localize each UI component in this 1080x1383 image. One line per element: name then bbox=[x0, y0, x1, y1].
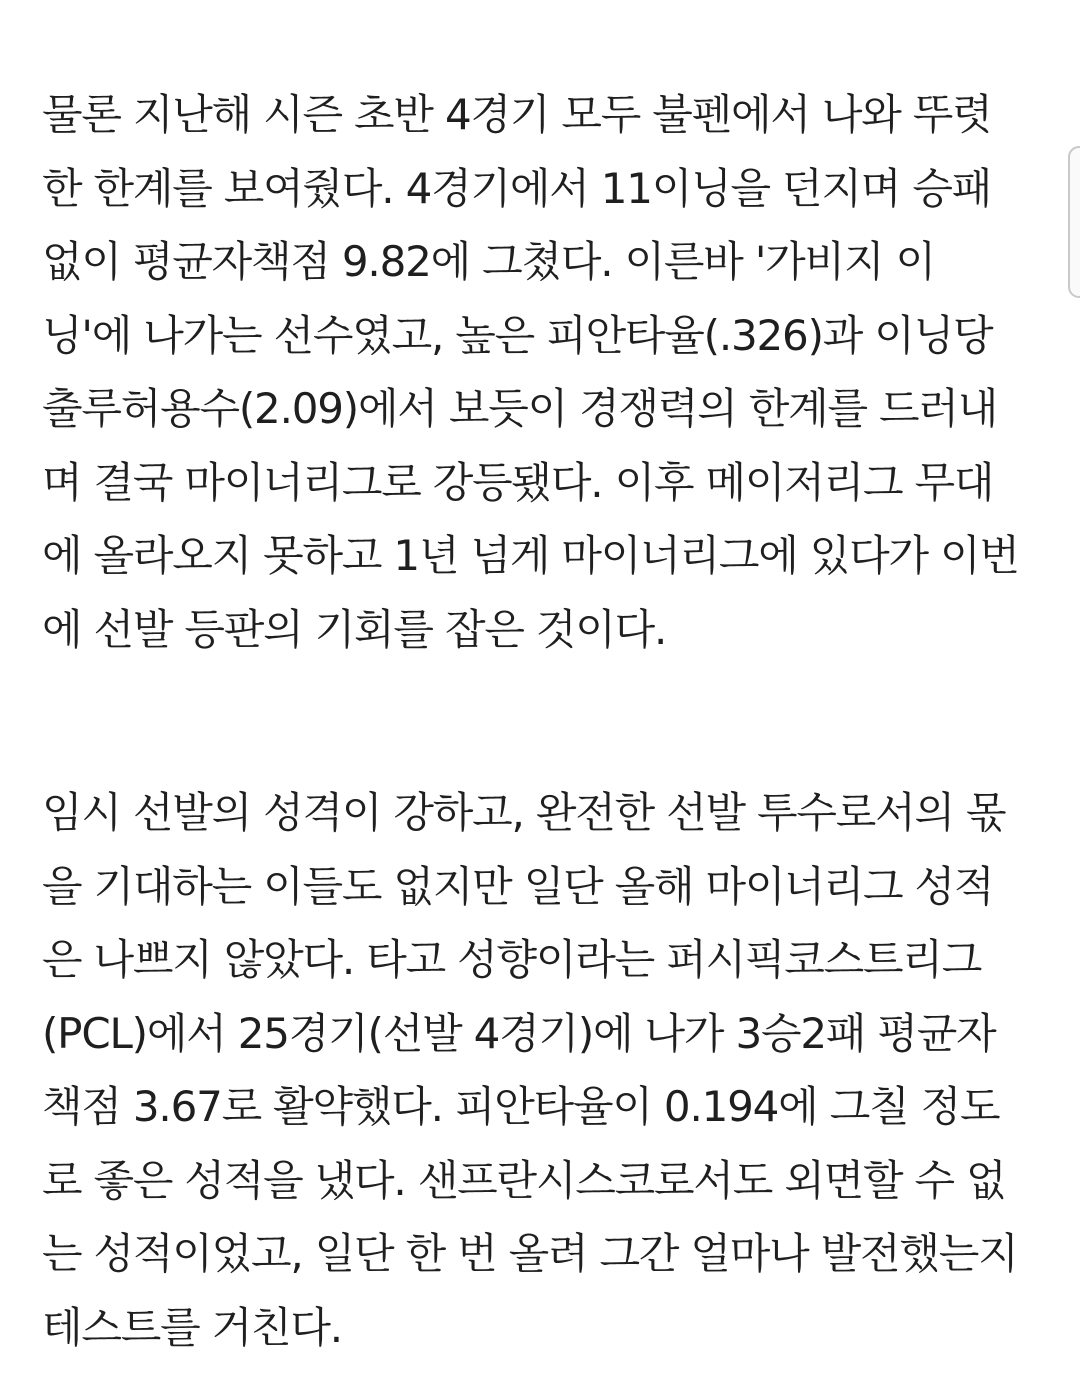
text-line: 는 성적이었고, 일단 한 번 올려 그간 얼마나 발전했는지 bbox=[42, 1229, 1018, 1278]
text-line: 며 결국 마이너리그로 강등됐다. 이후 메이저리그 무대 bbox=[42, 457, 994, 507]
text-line: 에 올라오지 못하고 1년 넘게 마이너리그에 있다가 이번 bbox=[42, 531, 1019, 580]
scrollbar-handle[interactable] bbox=[1068, 146, 1080, 298]
paragraph-2 bbox=[42, 776, 1042, 1364]
text-line: 을 기대하는 이들도 없지만 일단 올해 마이너리그 성적 bbox=[42, 861, 994, 911]
paragraph-spacer bbox=[42, 666, 1042, 776]
text-line: 출루허용수(2.09)에서 보듯이 경쟁력의 한계를 드러내 bbox=[42, 384, 998, 433]
text-line: 임시 선발의 성격이 강하고, 완전한 선발 투수로서의 몫 bbox=[42, 788, 1006, 837]
text-line: 한 한계를 보여줬다. 4경기에서 11이닝을 던지며 승패 bbox=[42, 163, 992, 213]
text-line: 테스트를 거친다. bbox=[42, 1302, 342, 1352]
text-line: 닝'에 나가는 선수였고, 높은 피안타율(.326)과 이닝당 bbox=[42, 310, 993, 360]
paragraph-1 bbox=[42, 78, 1042, 666]
text-line: 책점 3.67로 활약했다. 피안타율이 0.194에 그칠 정도 bbox=[42, 1082, 1000, 1131]
text-line: 로 좋은 성적을 냈다. 샌프란시스코로서도 외면할 수 없 bbox=[42, 1155, 1006, 1205]
article-body bbox=[42, 78, 1042, 1364]
text-line: 은 나쁘지 않았다. 타고 성향이라는 퍼시픽코스트리그 bbox=[42, 935, 982, 984]
text-line: 물론 지난해 시즌 초반 4경기 모두 불펜에서 나와 뚜렷 bbox=[42, 90, 992, 139]
text-line: (PCL)에서 25경기(선발 4경기)에 나가 3승2패 평균자 bbox=[42, 1008, 996, 1058]
text-line: 에 선발 등판의 기회를 잡은 것이다. bbox=[42, 604, 667, 654]
text-line: 없이 평균자책점 9.82에 그쳤다. 이른바 '가비지 이 bbox=[42, 237, 935, 286]
